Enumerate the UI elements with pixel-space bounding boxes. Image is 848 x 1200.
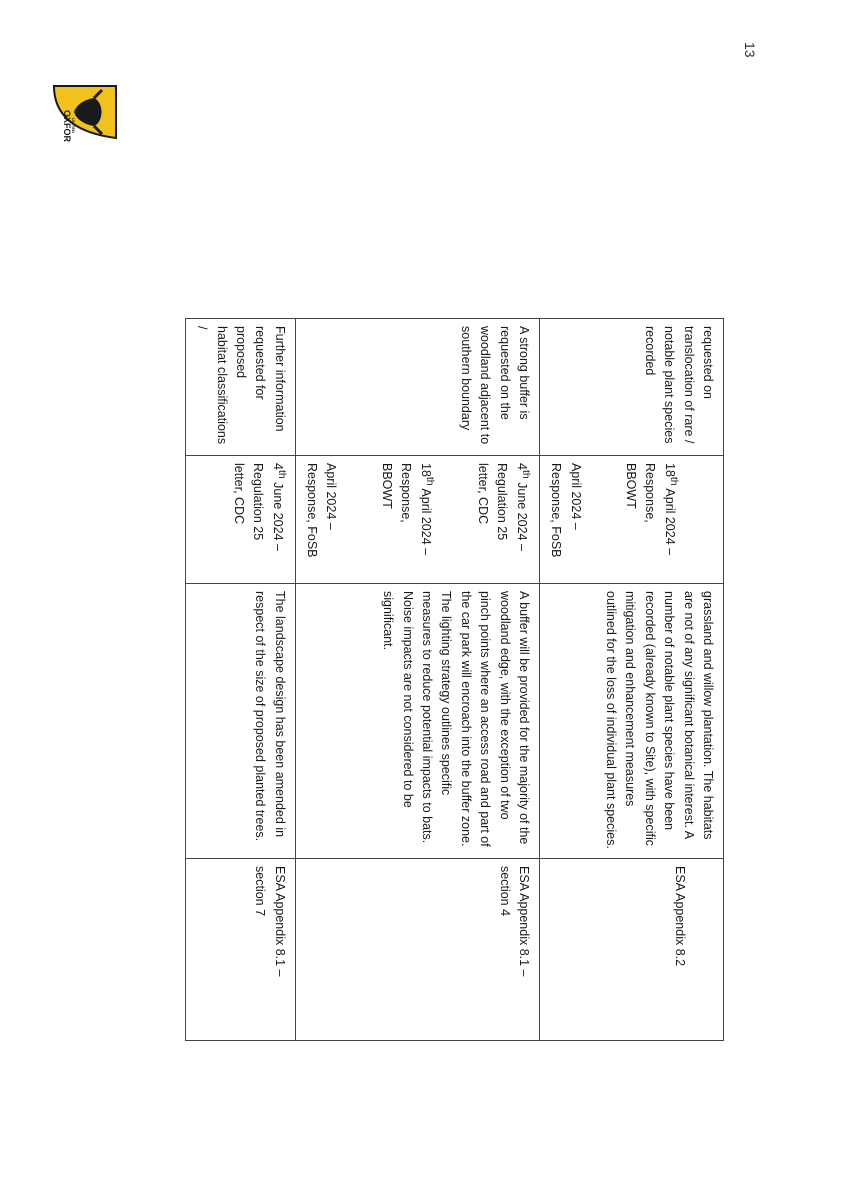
table-row <box>295 319 539 1041</box>
consultation-response-table <box>185 318 724 1041</box>
response-cell: A buffer will be provided for the majority of the woodland edge, with the exception of two pinch points where an access road and part of the car park will encroach into the buffer zone. The lighting strategy outlines specific measures to reduce potential impacts to bats. Noise impacts are not considered to be significant. <box>295 584 539 859</box>
reference-cell: ESA Appendix 8.2 <box>539 859 723 1041</box>
source-cell: 4th June 2024 – Regulation 25 letter, CDC 18th April 2024 – Response, BBOWT April 2024 – Response, FoSB <box>295 456 539 584</box>
reference-cell: ESA Appendix 8.1 – section 4 <box>295 859 539 1041</box>
issue-cell: Further information requested for proposed habitat classifications / <box>185 319 295 456</box>
crest-text-top: OXFORD <box>62 110 72 142</box>
reference-cell: ESA Appendix 8.1 – section 7 <box>185 859 295 1041</box>
crest-text-bottom: UNITED <box>71 118 76 133</box>
table-row <box>539 319 723 1041</box>
page-number: 13 <box>742 42 758 58</box>
response-cell: grassland and willow plantation. The habitats are not of any significant botanical interest. A number of notable plant species have been recorded (already known to Site), with specific mitigation and enhancement measures outlined for the loss of individual plant species. <box>539 584 723 859</box>
crest-shield-icon <box>50 82 120 142</box>
source-cell: 18th April 2024 – Response, BBOWT April 2024 – Response, FoSB <box>539 456 723 584</box>
oxford-united-crest-logo <box>50 82 120 142</box>
table-row <box>185 319 295 1041</box>
issue-cell: A strong buffer is requested on the woodland adjacent to southern boundary <box>295 319 539 456</box>
source-cell: 4th June 2024 – Regulation 25 letter, CDC <box>185 456 295 584</box>
response-cell: The landscape design has been amended in respect of the size of proposed planted trees. <box>185 584 295 859</box>
rotated-table-container <box>140 318 724 1040</box>
issue-cell: requested on translocation of rare / notable plant species recorded <box>539 319 723 456</box>
